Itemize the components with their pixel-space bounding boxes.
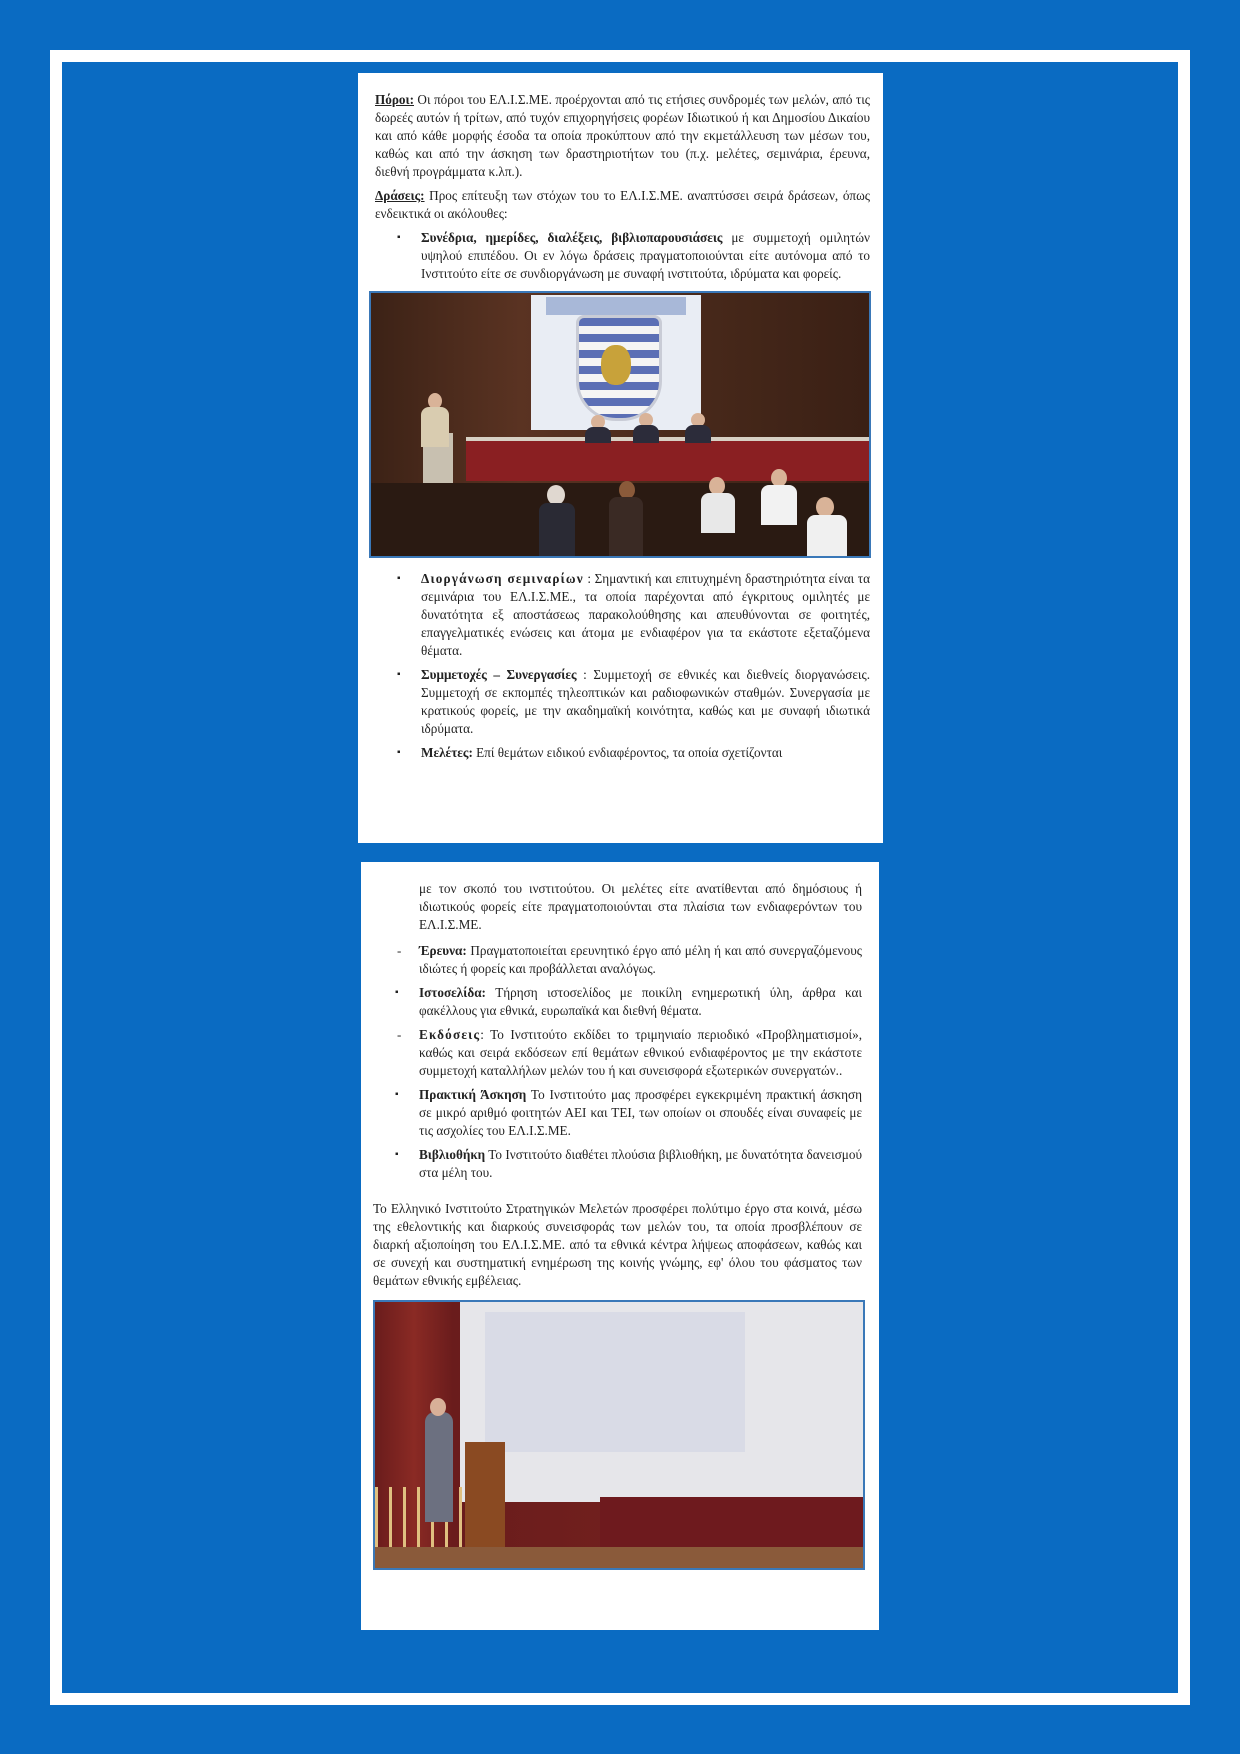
resources-paragraph [375,91,870,181]
list-item-text: με συμμετοχή ομιλητών υψηλού επιπέδου. Οι εν λόγω δράσεις πραγματοποιούνται είτε αυτόνομα από το Ινστιτούτο είτε σε συνδιοργάνωση με συναφή ινστιτούτα, ιδρύματα και φορείς. [421,230,870,281]
list-item-text: : Το Ινστιτούτο εκδίδει το τριμηνιαίο περιοδικό «Προβληματισμοί», καθώς και σειρά εκδόσεων επί θεμάτων εθνικού ενδιαφέροντος με την εκάστοτε συμμετοχή καταλλήλων μελών του ή και συνεισφορά εξωτερικών συνεργατών.. [419,1027,862,1078]
list-item-text: : Συμμετοχή σε εθνικές και διεθνείς διοργανώσεις. Συμμετοχή σε εκπομπές τηλεοπτικών και ραδιοφωνικών σταθμών. Συνεργασία με κρατικούς φορείς, με την ακαδημαϊκή κοινότητα, καθώς και με συναφή ιδιωτικά ιδρύματα. [421,667,870,736]
list-item-title: Ιστοσελίδα: [419,985,486,1000]
list-item [421,570,870,660]
actions-list-page2b [373,984,862,1020]
actions-list-continued [375,570,870,762]
list-item-title: Συνέδρια, ημερίδες, διαλέξεις, βιβλιοπαρουσιάσεις [421,230,723,245]
studies-continuation: με τον σκοπό του ινστιτούτου. Οι μελέτες είτε ανατίθενται από δημόσιους ή ιδιωτικούς φορείς είτε πραγματοποιούνται στα πλαίσια των ενδιαφερόντων του ΕΛ.Ι.Σ.ΜΕ. [419,881,862,932]
actions-list [375,229,870,283]
document-page-1 [358,73,883,843]
list-item [419,1146,862,1182]
document-page-2 [361,862,879,1630]
list-item [421,229,870,283]
conference-photo-2 [373,1300,865,1570]
resources-text: Οι πόροι του ΕΛ.Ι.Σ.ΜΕ. προέρχονται από τις ετήσιες συνδρομές των μελών, από τις δωρεές αυτών ή τρίτων, από τυχόν επιχορηγήσεις φορέων Ιδιωτικού ή και Δημοσίου Δικαίου και από κάθε μορφής έσοδα τα οποία προκύπτουν από την εκμετάλλευση των μέσων του, καθώς και από την άσκηση των δραστηριοτήτων του (π.χ. μελέτες, σεμινάρια, έρευνα, διεθνή προγράμματα κ.λπ.). [375,92,870,179]
actions-paragraph [375,187,870,223]
list-item-title: Βιβλιοθήκη [419,1147,486,1162]
list-item-text: Το Ινστιτούτο διαθέτει πλούσια βιβλιοθήκη, με δυνατότητα δανεισμού στα μέλη του. [419,1147,862,1180]
list-item-text: Τήρηση ιστοσελίδος με ποικίλη ενημερωτική ύλη, άρθρα και φακέλλους για εθνικά, ευρωπαϊκά και διεθνή θέματα. [419,985,862,1018]
list-item [419,984,862,1020]
actions-heading: Δράσεις: [375,188,425,203]
list-item [421,744,870,762]
actions-list-page2 [373,942,862,978]
actions-list-page2d [373,1086,862,1182]
list-item-title: Συμμετοχές – Συνεργασίες [421,667,577,682]
resources-heading: Πόροι: [375,92,414,107]
actions-text: Προς επίτευξη των στόχων του το ΕΛ.Ι.Σ.ΜΕ. αναπτύσσει σειρά δράσεων, όπως ενδεικτικά οι ακόλουθες: [375,188,870,221]
closing-paragraph: Το Ελληνικό Ινστιτούτο Στρατηγικών Μελετών προσφέρει πολύτιμο έργο στα κοινά, μέσω της εθελοντικής και διαρκούς συνεισφοράς των μελών του, τα οποία προσβλέπουν σε διαρκή αξιοποίηση του ΕΛ.Ι.Σ.ΜΕ. από τα εθνικά κέντρα λήψεως αποφάσεων, καθώς και σε συνεχή και συστηματική ενημέρωση της κοινής γνώμης, εφ' όλου του φάσματος των θεμάτων εθνικής εμβέλειας. [373,1201,862,1288]
list-item-title: Μελέτες: [421,745,473,760]
list-item-text: Πραγματοποιείται ερευνητικό έργο από μέλη ή και από συνεργαζόμενους ιδιώτες ή φορείς και προβάλλεται αναλόγως. [419,943,862,976]
list-item-text: : Σημαντική και επιτυχημένη δραστηριότητα είναι τα σεμινάρια του ΕΛ.Ι.Σ.ΜΕ., τα οποία παρέχονται από έγκριτους ομιλητές με δυνατότητα εξ αποστάσεως παρακολούθησης και απευθύνονται σε φοιτητές, επαγγελματικές ενώσεις και άτομα με ενδιαφέρον για τα εκάστοτε εξεταζόμενα θέματα. [421,571,870,658]
list-item [421,666,870,738]
owl-emblem [601,345,631,385]
list-item [419,1086,862,1140]
list-item-title: Έρευνα: [419,943,467,958]
list-item-title: Διοργάνωση σεμιναρίων [421,571,584,586]
list-item-text: Επί θεμάτων ειδικού ενδιαφέροντος, τα οποία σχετίζονται [472,745,783,760]
list-item-title: Πρακτική Άσκηση [419,1087,527,1102]
conference-photo-1 [369,291,871,558]
list-item [419,942,862,978]
actions-list-page2c [373,1026,862,1080]
list-item-text: Το Ινστιτούτο μας προσφέρει εγκεκριμένη πρακτική άσκηση σε μικρό αριθμό φοιτητών ΑΕΙ και ΤΕΙ, των οποίων οι σπουδές είναι συναφείς με τις ασχολίες του ΕΛ.Ι.Σ.ΜΕ. [419,1087,863,1138]
list-item [419,1026,862,1080]
list-item-title: Εκδόσεις [419,1027,481,1042]
